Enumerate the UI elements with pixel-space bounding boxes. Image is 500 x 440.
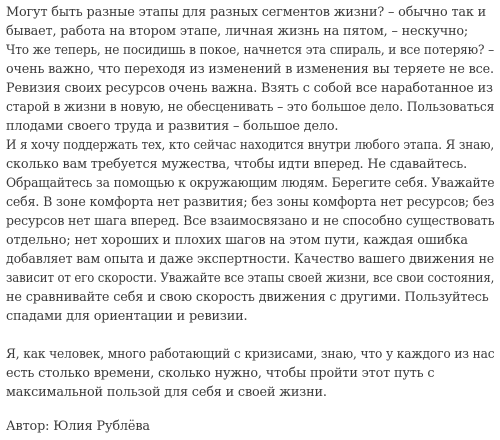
author-credit: Автор: Юлия Рублёва [6, 419, 150, 434]
text-line: бывает, работа на втором этапе, личная жизнь на пятом, – нескучно; [6, 24, 469, 39]
text-line: Я, как человек, много работающий с кризисами, знаю, что у каждого из нас [6, 347, 495, 362]
text-line: сколько вам требуется мужества, чтобы идти вперед. Не сдавайтесь. [6, 157, 467, 172]
text-line: Что же теперь, не посидишь в покое, начнется эта спираль, и все потеряю? – [6, 43, 495, 58]
text-line: зависит от его скорости. Уважайте все этапы своей жизни, все свои состояния, [6, 271, 495, 286]
text-line: Могут быть разные этапы для разных сегментов жизни? – обычно так и [6, 5, 487, 20]
text-line: старой в жизни в новую, не обесценивать – это большое дело. Пользоваться [6, 100, 495, 115]
text-line: есть столько времени, сколько нужно, чтобы пройти этот путь с [6, 366, 435, 381]
article-body [6, 3, 494, 402]
paragraph-2 [6, 136, 494, 326]
text-line: отдельно; нет хороших и плохих шагов на этом пути, каждая ошибка [6, 233, 468, 248]
paragraph-1 [6, 3, 494, 136]
text-line: добавляет вам опыта и даже экспертности. Качество вашего движения не [6, 252, 495, 267]
paragraph-spacer [6, 326, 494, 345]
text-line: Обращайтесь за помощью к окружающим людям. Берегите себя. Уважайте [6, 176, 495, 191]
text-line: спадами для ориентации и ревизии. [6, 309, 248, 324]
text-line: очень важно, что переходя из изменений в изменения вы теряете не все. [6, 62, 494, 77]
paragraph-3 [6, 345, 494, 402]
text-line: И я хочу поддержать тех, кто сейчас находится внутри любого этапа. Я знаю, [6, 138, 495, 153]
text-line: плодами своего труда и развития – большое дело. [6, 119, 339, 134]
text-line: Ревизия своих ресурсов очень важна. Взять с собой все наработанное из [6, 81, 493, 96]
text-line: себя. В зоне комфорта нет развития; без зоны комфорта нет ресурсов; без [6, 195, 495, 210]
text-line: ресурсов нет шага вперед. Все взаимосвязано и не способно существовать [6, 214, 495, 229]
text-line: не сравнивайте себя и свою скорость движения с другими. Пользуйтесь [6, 290, 489, 305]
text-line: максимальной пользой для себя и своей жизни. [6, 385, 327, 400]
